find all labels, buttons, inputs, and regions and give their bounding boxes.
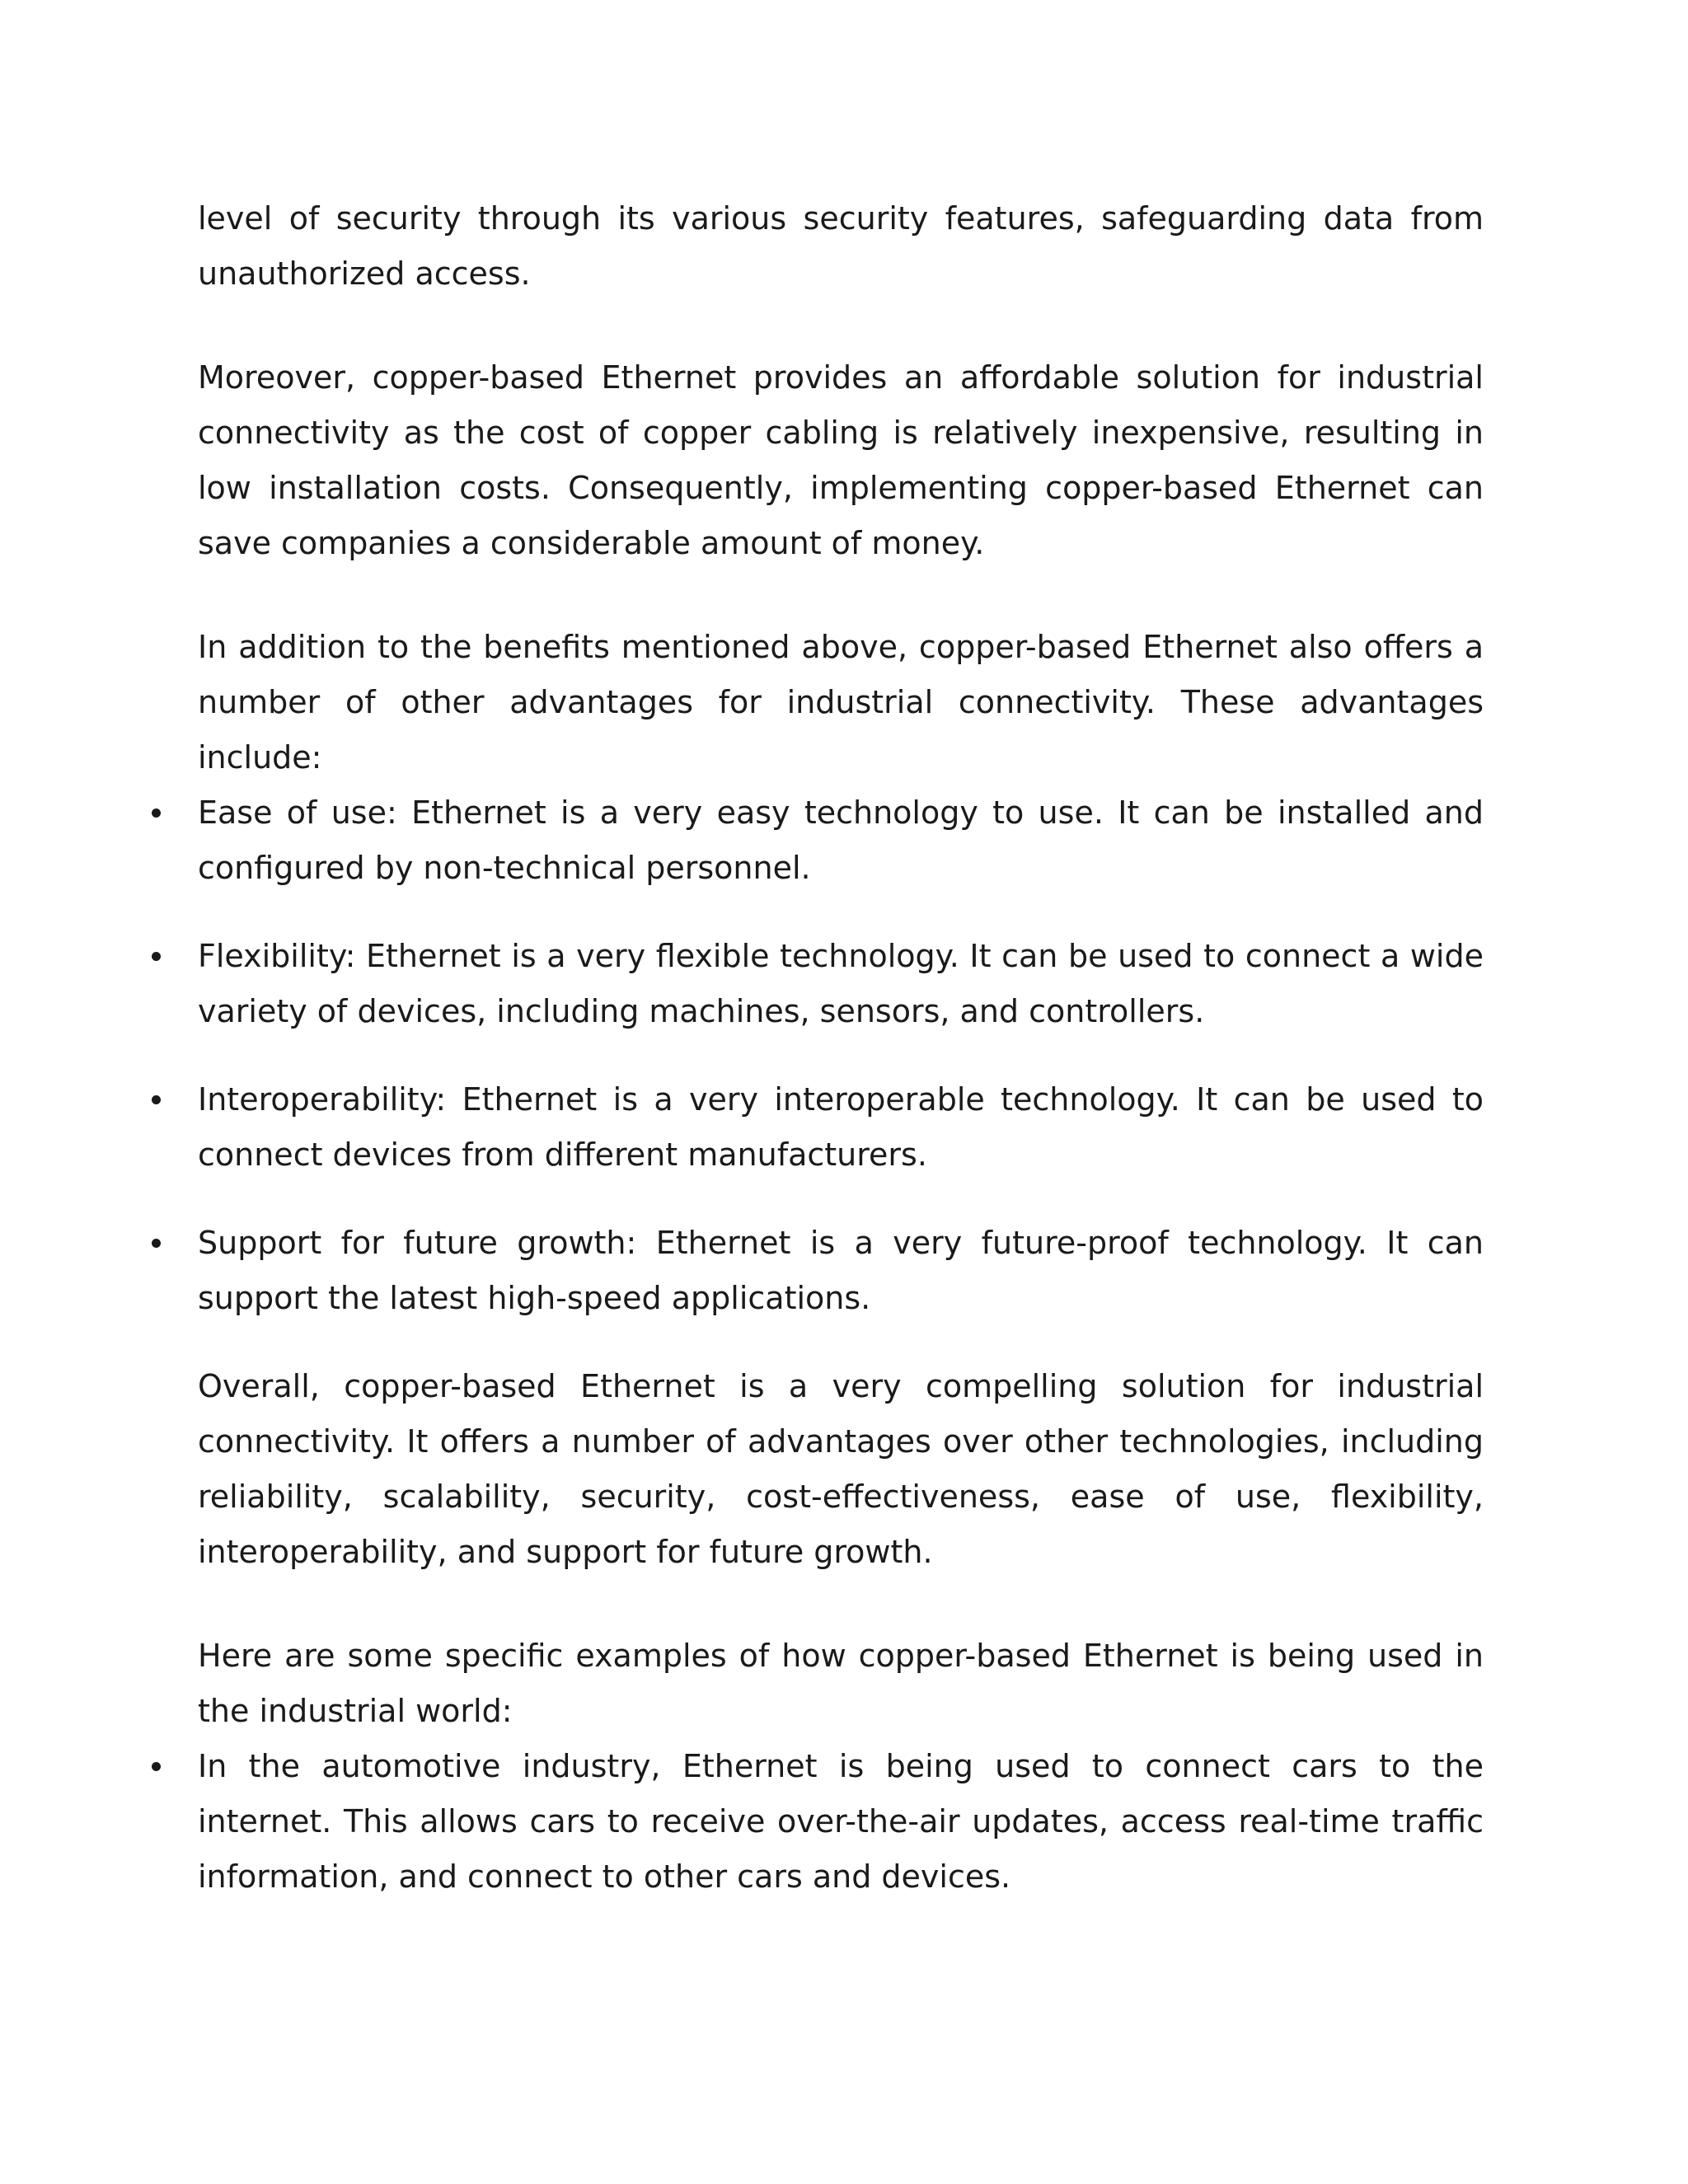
paragraph-security-continuation: level of security through its various security features, safeguarding data from unauthorized access. [198,200,1484,292]
bullet-icon [152,1095,161,1104]
examples-list [198,1739,1484,1905]
list-item-term: Ease of use: [198,794,397,831]
list-item-text: Ethernet is a very future-proof technology. It can support the latest high-speed applications. [198,1225,1484,1316]
paragraph-cost: Moreover, copper-based Ethernet provides an affordable solution for industrial connectivity as the cost of copper cabling is relatively inexpensive, resulting in low installation costs. Consequently, implementing copper-based Ethernet can save companies a considerable amount of money. [198,359,1484,561]
list-item-term: Flexibility: [198,938,356,974]
document-body [198,191,1484,1905]
list-item-text: Ethernet is a very easy technology to use. It can be installed and configured by non-technical personnel. [198,794,1484,886]
list-item [198,1739,1484,1905]
list-item-term: Support for future growth: [198,1225,637,1261]
paragraph-overall: Overall, copper-based Ethernet is a very compelling solution for industrial connectivity. It offers a number of advantages over other technologies, including reliability, scalability, security, cost-effectiveness, ease of use, flexibility, interoperability, and support for future growth. [198,1368,1484,1570]
list-item-term: Interoperability: [198,1081,447,1118]
list-item [198,929,1484,1039]
list-item [198,785,1484,896]
list-item-text: In the automotive industry, Ethernet is being used to connect cars to the internet. This allows cars to receive over-the-air updates, access real-time traffic information, and connect to other cars and devices. [198,1748,1484,1895]
list-item [198,1072,1484,1183]
bullet-icon [152,1762,161,1771]
bullet-icon [152,1239,161,1248]
list-item [198,1216,1484,1326]
paragraph-other-advantages: In addition to the benefits mentioned above, copper-based Ethernet also offers a number of other advantages for industrial connectivity. These advantages include: [198,629,1484,776]
bullet-icon [152,808,161,818]
paragraph-examples-intro: Here are some specific examples of how copper-based Ethernet is being used in the industrial world: [198,1638,1484,1729]
list-item-text: Ethernet is a very interoperable technology. It can be used to connect devices from different manufacturers. [198,1081,1484,1173]
bullet-icon [152,952,161,961]
advantages-list [198,785,1484,1326]
list-item-text: Ethernet is a very flexible technology. It can be used to connect a wide variety of devices, including machines, sensors, and controllers. [198,938,1484,1029]
